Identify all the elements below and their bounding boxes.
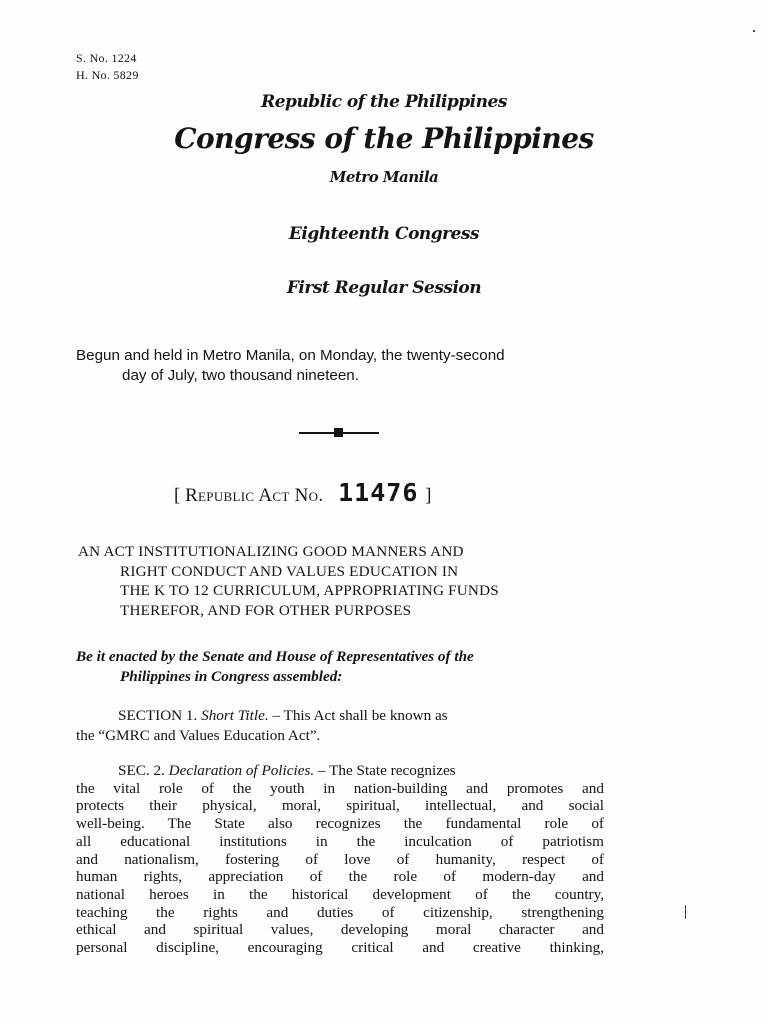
section-1-text: – This Act shall be known as (268, 707, 448, 724)
title-line: THE K TO 12 CURRICULUM, APPROPRIATING FUNDS (120, 582, 499, 600)
ornamental-divider (299, 425, 379, 441)
act-title (78, 542, 638, 620)
republic-act-label: Republic Act No. (185, 485, 324, 506)
senate-bill-number: S. No. 1224 (76, 51, 137, 65)
section-2-line: personal discipline, encouraging critical and creative thinking, (76, 939, 604, 957)
section-2-line: human rights, appreciation of the role of modern-day and (76, 868, 604, 886)
location-heading: Metro Manila (329, 168, 439, 186)
house-bill-number: H. No. 5829 (76, 68, 139, 82)
scan-speck (685, 905, 686, 919)
section-1-line-2: the “GMRC and Values Education Act”. (76, 726, 321, 744)
section-1 (76, 706, 448, 745)
title-line: RIGHT CONDUCT AND VALUES EDUCATION IN (120, 562, 459, 580)
section-2-line: protects their physical, moral, spiritual, intellectual, and social (76, 797, 604, 815)
congress-number-heading: Eighteenth Congress (288, 224, 480, 244)
scan-speck (753, 30, 755, 32)
section-2-line: national heroes in the historical development of the country, (76, 885, 604, 903)
section-2-line: all educational institutions in the inculcation of patriotism (76, 832, 604, 850)
enacting-line-1: Be it enacted by the Senate and House of Representatives of the (76, 648, 474, 665)
section-1-label: SECTION 1. (118, 707, 198, 724)
enacting-clause (76, 647, 474, 686)
republic-heading: Republic of the Philippines (261, 92, 507, 112)
section-2-heading: Declaration of Policies. (168, 762, 315, 779)
section-2 (76, 762, 604, 957)
enacting-line-2: Philippines in Congress assembled: (120, 667, 343, 685)
congress-heading: Congress of the Philippines (174, 122, 594, 155)
title-line: THEREFOR, AND FOR OTHER PURPOSES (120, 601, 412, 619)
section-2-line: ethical and spiritual values, developing moral character and (76, 921, 604, 939)
republic-act-number (174, 478, 431, 507)
section-2-line: the vital role of the youth in nation-building and promotes and (76, 779, 604, 797)
section-2-first-text: – The State recognizes (314, 762, 456, 779)
section-2-line: and nationalism, fostering of love of humanity, respect of (76, 850, 604, 868)
section-1-heading: Short Title. (201, 707, 269, 724)
section-1-line-1 (76, 706, 448, 726)
bill-references (76, 50, 139, 84)
begun-line-2: day of July, two thousand nineteen. (122, 367, 359, 384)
section-2-line: well-being. The State also recognizes the fundamental role of (76, 815, 604, 833)
section-2-label: SEC. 2. (118, 762, 165, 779)
section-2-line: teaching the rights and duties of citizenship, strengthening (76, 903, 604, 921)
section-2-first-line (76, 762, 604, 780)
open-bracket: [ (174, 485, 181, 506)
act-number: 11476 (338, 478, 419, 507)
begun-line-1: Begun and held in Metro Manila, on Monday, the twenty-second (76, 347, 505, 364)
divider-square-icon (334, 428, 343, 437)
session-heading: First Regular Session (286, 278, 482, 298)
begun-statement (76, 346, 616, 386)
close-bracket: ] (425, 485, 432, 506)
title-line: AN ACT INSTITUTIONALIZING GOOD MANNERS AND (78, 543, 464, 560)
